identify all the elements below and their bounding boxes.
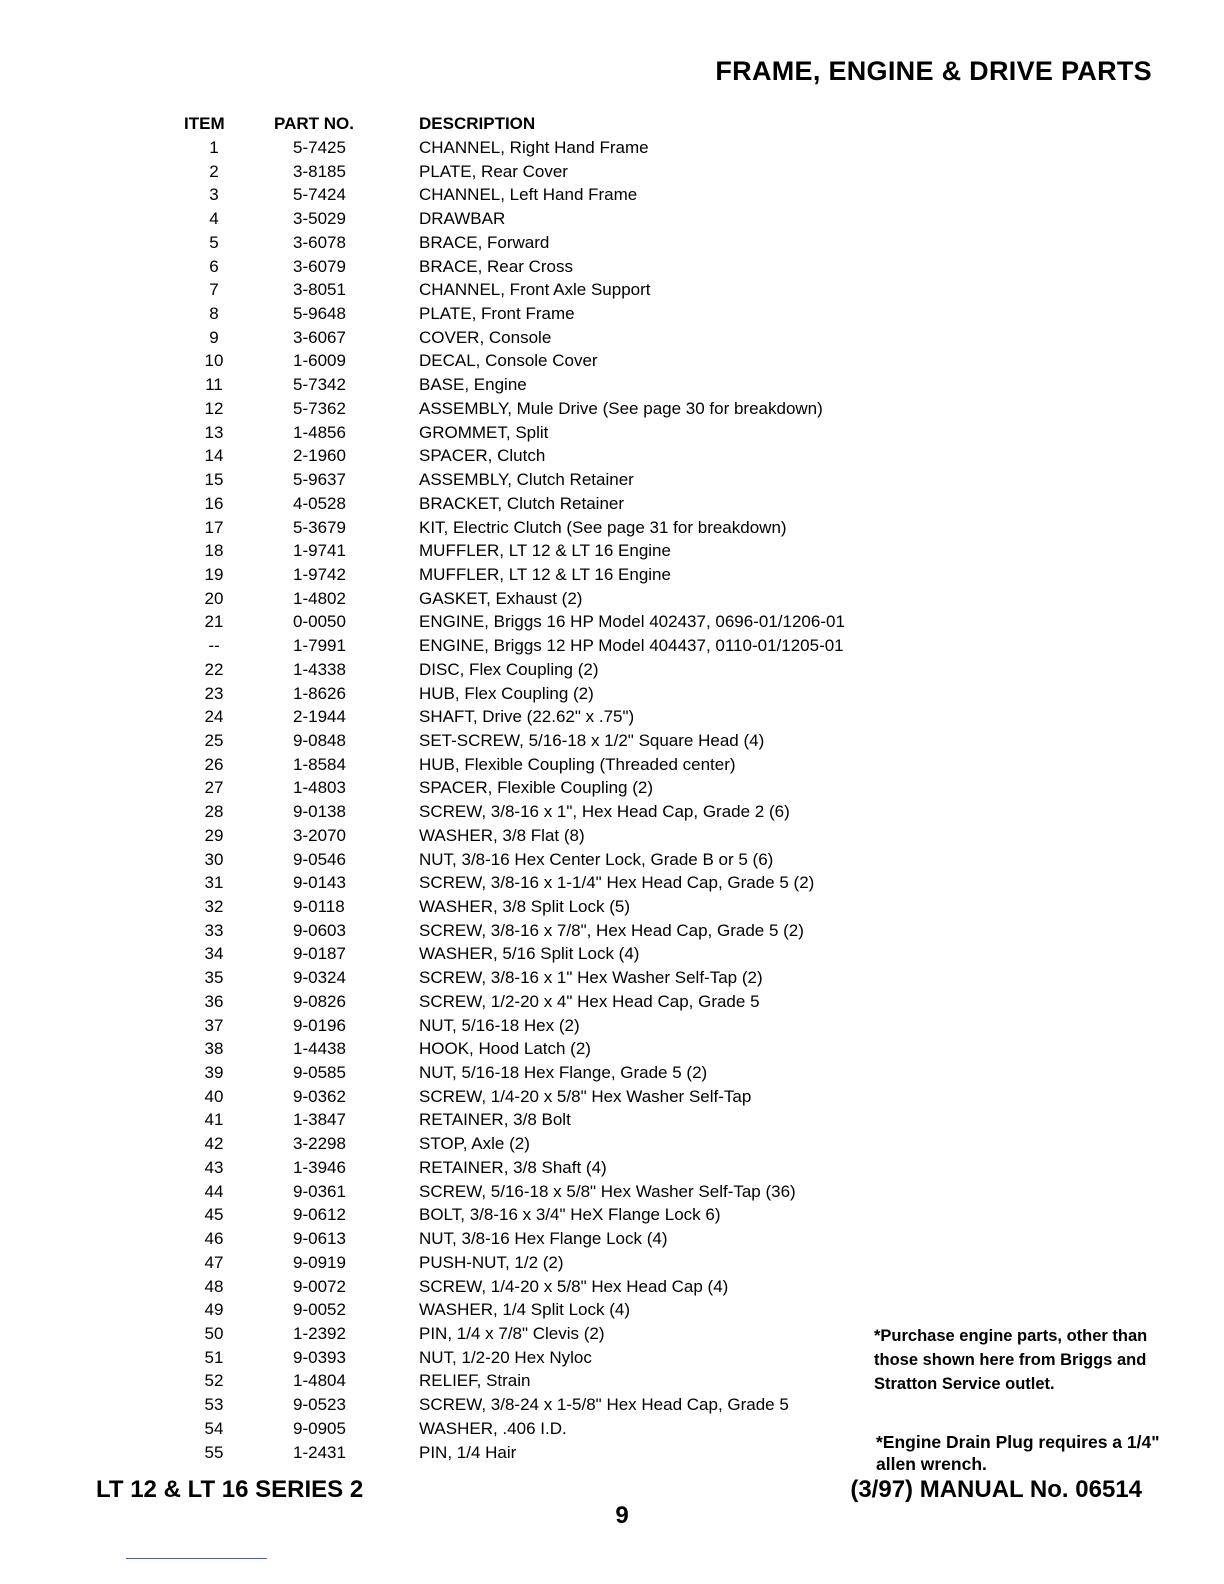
item-number: 54 [204, 1418, 224, 1438]
part-description: NUT, 5/16-18 Hex Flange, Grade 5 (2) [419, 1063, 708, 1083]
table-row [0, 611, 1224, 635]
item-number: 39 [204, 1063, 224, 1083]
column-header-description: DESCRIPTION [419, 114, 536, 133]
part-number: 9-0393 [293, 1347, 346, 1367]
part-description: SCREW, 1/4-20 x 5/8" Hex Washer Self-Tap [419, 1086, 752, 1106]
part-description: MUFFLER, LT 12 & LT 16 Engine [419, 564, 671, 584]
part-description: SCREW, 3/8-16 x 1" Hex Washer Self-Tap (2) [419, 968, 763, 988]
part-number: 3-6079 [293, 256, 346, 276]
table-row [0, 1062, 1224, 1086]
part-number: 1-6009 [293, 351, 346, 371]
part-description: NUT, 3/8-16 Hex Flange Lock (4) [419, 1229, 668, 1249]
table-row [0, 1394, 1224, 1418]
part-description: PIN, 1/4 x 7/8" Clevis (2) [419, 1323, 605, 1343]
table-row [0, 1157, 1224, 1181]
page-number: 9 [615, 1502, 629, 1529]
item-number: 50 [204, 1323, 224, 1343]
part-number: 9-0848 [293, 730, 346, 750]
series-label: LT 12 & LT 16 SERIES 2 [96, 1476, 364, 1503]
table-row [0, 1252, 1224, 1276]
part-number: 5-9648 [293, 304, 346, 324]
table-row [0, 327, 1224, 351]
table-row [0, 208, 1224, 232]
part-description: WASHER, 5/16 Split Lock (4) [419, 944, 640, 964]
table-row [0, 943, 1224, 967]
item-number: 14 [204, 446, 224, 466]
item-number: 11 [205, 375, 223, 395]
part-number: 1-8584 [293, 754, 346, 774]
part-description: BOLT, 3/8-16 x 3/4" HeX Flange Lock 6) [419, 1205, 721, 1225]
table-row [0, 825, 1224, 849]
item-number: 49 [204, 1300, 224, 1320]
part-description: HUB, Flex Coupling (2) [419, 683, 594, 703]
part-description: ASSEMBLY, Clutch Retainer [419, 470, 634, 490]
part-description: CHANNEL, Left Hand Frame [419, 185, 638, 205]
part-number: 5-7425 [293, 138, 346, 157]
item-number: 5 [209, 232, 219, 252]
part-description: SCREW, 3/8-16 x 1", Hex Head Cap, Grade 2 (6) [419, 802, 790, 822]
item-number: 2 [209, 161, 219, 181]
part-description: WASHER, 3/8 Flat (8) [419, 825, 585, 845]
item-number: 25 [204, 730, 224, 750]
part-number: 9-0523 [293, 1395, 346, 1415]
item-number: 19 [204, 564, 224, 584]
part-description: ENGINE, Briggs 12 HP Model 404437, 0110-01/1205-01 [419, 636, 844, 656]
part-description: PUSH-NUT, 1/2 (2) [419, 1252, 564, 1272]
part-description: SCREW, 1/2-20 x 4" Hex Head Cap, Grade 5 [419, 991, 760, 1011]
table-row [0, 445, 1224, 469]
part-description: MUFFLER, LT 12 & LT 16 Engine [419, 541, 671, 561]
part-number: 1-3946 [293, 1157, 346, 1177]
item-number: 37 [204, 1015, 224, 1035]
part-description: SCREW, 3/8-16 x 7/8", Hex Head Cap, Grade 5 (2) [419, 920, 804, 940]
purchase-note: *Purchase engine parts, other than those shown here from Briggs and Stratton Service outlet. [874, 1327, 1148, 1393]
table-row [0, 422, 1224, 446]
part-description: BASE, Engine [419, 375, 527, 395]
item-number: 55 [204, 1442, 224, 1462]
table-row [0, 967, 1224, 991]
part-description: PIN, 1/4 Hair [419, 1442, 517, 1462]
part-number: 9-0613 [293, 1229, 346, 1249]
table-row [0, 517, 1224, 541]
part-number: 9-0196 [293, 1015, 346, 1035]
table-row [0, 374, 1224, 398]
item-number: 24 [204, 707, 224, 727]
part-number: 9-0546 [293, 849, 346, 869]
table-row [0, 1086, 1224, 1110]
part-number: 1-2392 [293, 1323, 346, 1343]
part-number: 9-0361 [293, 1181, 346, 1201]
table-row [0, 256, 1224, 280]
table-row [0, 279, 1224, 303]
part-number: 9-0324 [293, 968, 346, 988]
item-number: 13 [204, 422, 224, 442]
item-number: 12 [204, 398, 224, 418]
part-number: 3-8185 [293, 161, 346, 181]
table-row [0, 1181, 1224, 1205]
manual-number: (3/97) MANUAL No. 06514 [850, 1476, 1142, 1503]
part-number: 1-4802 [293, 588, 346, 608]
item-number: 27 [204, 778, 224, 798]
item-number: 45 [204, 1205, 224, 1225]
part-description: BRACKET, Clutch Retainer [419, 493, 625, 513]
item-number: 10 [204, 351, 224, 371]
table-row [0, 730, 1224, 754]
part-number: 1-4856 [293, 422, 346, 442]
item-number: 8 [209, 304, 219, 324]
part-number: 9-0603 [293, 920, 346, 940]
item-number: 20 [204, 588, 224, 608]
part-number: 3-6067 [293, 327, 346, 347]
part-number: 4-0528 [293, 493, 346, 513]
table-row [0, 659, 1224, 683]
part-description: WASHER, .406 I.D. [419, 1418, 567, 1438]
part-number: 5-9637 [293, 470, 346, 490]
part-number: 1-4438 [293, 1039, 346, 1059]
item-number: 7 [209, 280, 219, 300]
part-description: DRAWBAR [419, 209, 506, 229]
item-number: 53 [204, 1395, 224, 1415]
part-description: KIT, Electric Clutch (See page 31 for breakdown) [419, 517, 787, 537]
part-description: RETAINER, 3/8 Shaft (4) [419, 1157, 607, 1177]
item-number: 21 [204, 612, 224, 632]
item-number: 6 [209, 256, 219, 276]
part-description: WASHER, 1/4 Split Lock (4) [419, 1300, 630, 1320]
table-row [0, 920, 1224, 944]
part-number: 9-0919 [293, 1252, 346, 1272]
table-row [0, 303, 1224, 327]
part-number: 5-7342 [293, 375, 346, 395]
table-row [0, 991, 1224, 1015]
part-number: 2-1944 [293, 707, 346, 727]
part-description: BRACE, Rear Cross [419, 256, 573, 276]
part-number: 1-7991 [293, 636, 346, 656]
part-number: 9-0118 [293, 897, 345, 916]
table-row [0, 1276, 1224, 1300]
table-row [0, 706, 1224, 730]
part-number: 3-2070 [293, 825, 346, 845]
part-number: 3-8051 [293, 280, 346, 300]
item-number: 52 [204, 1371, 224, 1391]
item-number: 1 [209, 138, 219, 157]
part-description: NUT, 5/16-18 Hex (2) [419, 1015, 580, 1035]
part-number: 5-7424 [293, 185, 346, 205]
item-number: 33 [204, 920, 224, 940]
part-description: SHAFT, Drive (22.62" x .75") [419, 707, 635, 727]
table-row [0, 635, 1224, 659]
item-number: 51 [204, 1347, 224, 1367]
table-row [0, 1299, 1224, 1323]
table-row [0, 137, 1224, 161]
part-description: BRACE, Forward [419, 232, 550, 252]
parts-list [0, 137, 1224, 1465]
part-description: GROMMET, Split [419, 422, 549, 442]
table-row [0, 540, 1224, 564]
item-number: 47 [204, 1252, 224, 1272]
item-number: 22 [204, 659, 224, 679]
part-description: CHANNEL, Front Axle Support [419, 280, 651, 300]
table-row [0, 350, 1224, 374]
part-number: 1-3847 [293, 1110, 346, 1130]
part-number: 1-4338 [293, 659, 346, 679]
part-description: PLATE, Rear Cover [419, 161, 568, 181]
part-number: 9-0826 [293, 991, 346, 1011]
table-row [0, 754, 1224, 778]
table-row [0, 564, 1224, 588]
table-row [0, 232, 1224, 256]
table-row [0, 896, 1224, 920]
part-number: 9-0612 [293, 1205, 346, 1225]
part-description: ASSEMBLY, Mule Drive (See page 30 for breakdown) [419, 398, 823, 418]
part-description: SCREW, 1/4-20 x 5/8" Hex Head Cap (4) [419, 1276, 729, 1296]
item-number: 30 [204, 849, 224, 869]
part-description: ENGINE, Briggs 16 HP Model 402437, 0696-01/1206-01 [419, 612, 845, 632]
part-number: 9-0187 [293, 944, 346, 964]
column-header-item: ITEM [184, 114, 225, 133]
part-description: GASKET, Exhaust (2) [419, 588, 583, 608]
table-row [0, 184, 1224, 208]
item-number: 42 [204, 1134, 224, 1154]
item-number: 41 [204, 1110, 224, 1130]
table-row [0, 493, 1224, 517]
part-description: SCREW, 3/8-24 x 1-5/8" Hex Head Cap, Grade 5 [419, 1395, 789, 1415]
item-number: 9 [209, 327, 219, 347]
item-number: 36 [204, 991, 224, 1011]
part-number: 5-3679 [293, 517, 346, 537]
item-number: 4 [209, 209, 219, 229]
item-number: 35 [204, 968, 224, 988]
table-row [0, 1204, 1224, 1228]
part-description: PLATE, Front Frame [419, 304, 575, 324]
table-row [0, 588, 1224, 612]
table-row [0, 872, 1224, 896]
item-number: 32 [204, 897, 224, 916]
item-number: -- [208, 636, 220, 656]
part-number: 3-6078 [293, 232, 346, 252]
part-number: 1-4804 [293, 1371, 346, 1391]
part-number: 9-0585 [293, 1063, 346, 1083]
part-number: 1-9742 [293, 564, 346, 584]
part-number: 9-0143 [293, 873, 346, 893]
item-number: 48 [204, 1276, 224, 1296]
table-row [0, 1133, 1224, 1157]
table-row [0, 469, 1224, 493]
item-number: 43 [204, 1157, 224, 1177]
part-number: 5-7362 [293, 398, 346, 418]
part-number: 9-0052 [293, 1300, 346, 1320]
item-number: 31 [204, 873, 224, 893]
item-number: 15 [204, 470, 224, 490]
part-description: NUT, 3/8-16 Hex Center Lock, Grade B or 5 (6) [419, 849, 774, 869]
part-number: 9-0072 [293, 1276, 346, 1296]
part-number: 9-0905 [293, 1418, 346, 1438]
part-description: HUB, Flexible Coupling (Threaded center) [419, 754, 736, 774]
table-row [0, 1015, 1224, 1039]
part-description: SPACER, Flexible Coupling (2) [419, 778, 653, 798]
part-number: 3-2298 [293, 1134, 346, 1154]
item-number: 23 [204, 683, 224, 703]
part-number: 9-0362 [293, 1086, 346, 1106]
item-number: 40 [204, 1086, 224, 1106]
item-number: 3 [209, 185, 219, 205]
drain-plug-note: *Engine Drain Plug requires a 1/4" allen wrench. [876, 1432, 1160, 1474]
part-number: 1-9741 [293, 541, 346, 561]
part-number: 1-4803 [293, 778, 346, 798]
item-number: 46 [204, 1229, 224, 1249]
item-number: 28 [204, 802, 224, 822]
part-description: RELIEF, Strain [419, 1371, 531, 1391]
item-number: 29 [204, 825, 224, 845]
column-header-part-no: PART NO. [274, 114, 354, 133]
part-description: COVER, Console [419, 327, 552, 347]
item-number: 17 [204, 517, 224, 537]
footer-rule [126, 1558, 267, 1559]
part-description: SET-SCREW, 5/16-18 x 1/2" Square Head (4) [419, 730, 765, 750]
table-row [0, 777, 1224, 801]
part-number: 1-8626 [293, 683, 346, 703]
table-row [0, 398, 1224, 422]
table-row [0, 801, 1224, 825]
part-description: SCREW, 5/16-18 x 5/8" Hex Washer Self-Tap (36) [419, 1181, 796, 1201]
part-description: CHANNEL, Right Hand Frame [419, 138, 649, 157]
item-number: 38 [204, 1039, 224, 1059]
part-number: 2-1960 [293, 446, 346, 466]
item-number: 18 [204, 541, 224, 561]
part-description: RETAINER, 3/8 Bolt [419, 1110, 571, 1130]
part-number: 0-0050 [293, 612, 346, 632]
part-description: HOOK, Hood Latch (2) [419, 1039, 591, 1059]
part-description: SCREW, 3/8-16 x 1-1/4" Hex Head Cap, Grade 5 (2) [419, 873, 815, 893]
part-description: STOP, Axle (2) [419, 1134, 530, 1154]
table-row [0, 1228, 1224, 1252]
part-description: SPACER, Clutch [419, 446, 546, 466]
table-row [0, 161, 1224, 185]
table-row [0, 683, 1224, 707]
table-row [0, 1038, 1224, 1062]
part-description: WASHER, 3/8 Split Lock (5) [419, 897, 630, 916]
part-number: 3-5029 [293, 209, 346, 229]
table-row [0, 1109, 1224, 1133]
part-number: 1-2431 [293, 1442, 346, 1462]
part-number: 9-0138 [293, 802, 346, 822]
part-description: NUT, 1/2-20 Hex Nyloc [419, 1347, 592, 1367]
table-row [0, 849, 1224, 873]
part-description: DECAL, Console Cover [419, 351, 598, 371]
part-description: DISC, Flex Coupling (2) [419, 659, 599, 679]
item-number: 26 [204, 754, 224, 774]
page-title: FRAME, ENGINE & DRIVE PARTS [715, 56, 1152, 86]
item-number: 16 [204, 493, 224, 513]
item-number: 34 [204, 944, 224, 964]
item-number: 44 [204, 1181, 224, 1201]
